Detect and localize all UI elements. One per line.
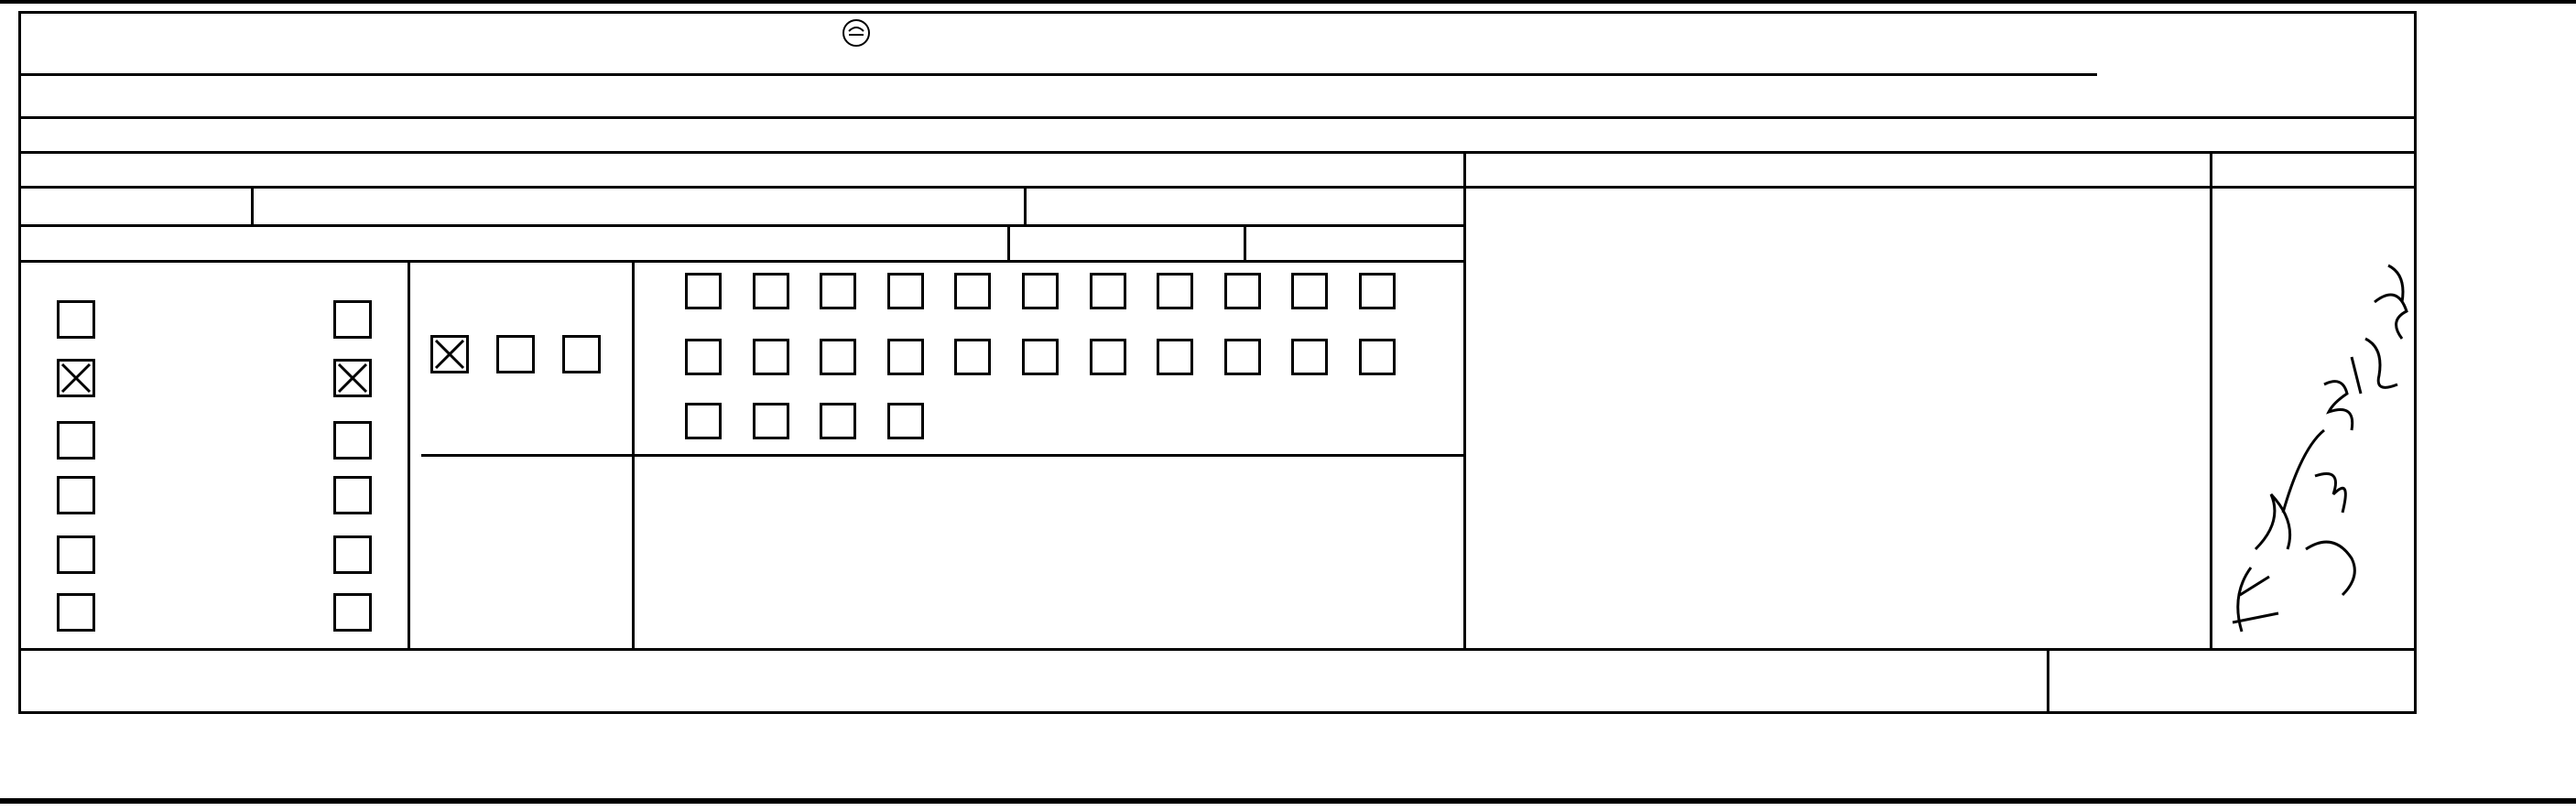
observaciones-left-border: [2210, 151, 2212, 650]
status-v1-checkbox[interactable]: [57, 476, 95, 514]
status-v1-checkbox[interactable]: [57, 593, 95, 632]
day-box[interactable]: [887, 339, 924, 375]
day-box[interactable]: [753, 339, 789, 375]
day-box[interactable]: [1157, 273, 1193, 309]
day-box[interactable]: [887, 273, 924, 309]
row-line-2: [18, 151, 2417, 154]
status-v1-checkbox[interactable]: [57, 300, 95, 339]
day-box[interactable]: [1291, 339, 1328, 375]
footer-top-line: [18, 648, 2417, 651]
certipostal-logo: [829, 16, 884, 62]
day-box[interactable]: [753, 273, 789, 309]
status-v1-checkbox[interactable]: [57, 535, 95, 574]
day-box[interactable]: [1090, 273, 1126, 309]
side-notice: [2422, 92, 2569, 659]
day-box[interactable]: [820, 339, 856, 375]
day-box[interactable]: [1359, 273, 1396, 309]
handwritten-signature: [2214, 247, 2416, 650]
recipient-signature: [2214, 247, 2416, 650]
day-box[interactable]: [887, 403, 924, 439]
barcode: [1502, 16, 2408, 68]
status-v1-checkbox[interactable]: [57, 359, 95, 397]
row-line-3: [18, 186, 2417, 189]
day-box[interactable]: [820, 403, 856, 439]
status-v2-checkbox[interactable]: [333, 535, 372, 574]
x-mark-icon: [60, 362, 92, 395]
header-divider: [18, 73, 2097, 76]
guia-footer-divider: [2047, 648, 2049, 714]
bottom-rule: [0, 798, 2576, 804]
month-checkbox[interactable]: [496, 335, 535, 373]
row-line-1: [18, 116, 2417, 119]
day-box[interactable]: [685, 339, 722, 375]
month-checkbox[interactable]: [430, 335, 469, 373]
month-checkbox[interactable]: [562, 335, 601, 373]
status-v2-checkbox[interactable]: [333, 593, 372, 632]
status-v2-checkbox[interactable]: [333, 300, 372, 339]
visit-divider: [632, 260, 635, 648]
row-line-5: [18, 260, 1465, 263]
day-box[interactable]: [1224, 273, 1261, 309]
day-box[interactable]: [1359, 339, 1396, 375]
admision-row: [1033, 189, 1042, 220]
status-divider: [408, 260, 410, 648]
top-rule: [0, 0, 2576, 4]
status-v2-checkbox[interactable]: [333, 476, 372, 514]
day-box[interactable]: [1291, 273, 1328, 309]
day-box[interactable]: [954, 339, 991, 375]
day-box[interactable]: [685, 273, 722, 309]
day-box[interactable]: [954, 273, 991, 309]
status-v2-checkbox[interactable]: [333, 421, 372, 460]
id-divider: [1007, 224, 1010, 260]
x-mark-icon: [433, 338, 466, 371]
tel-divider: [1244, 224, 1246, 260]
day-box[interactable]: [1157, 339, 1193, 375]
day-box[interactable]: [685, 403, 722, 439]
row-line-4: [18, 224, 1465, 227]
firma-left-border: [1463, 151, 1466, 650]
status-v2-checkbox[interactable]: [333, 359, 372, 397]
certipostal-logo-icon: [829, 16, 884, 62]
day-box[interactable]: [1224, 339, 1261, 375]
status-v1-checkbox[interactable]: [57, 421, 95, 460]
x-mark-icon: [336, 362, 369, 395]
day-box[interactable]: [1022, 273, 1059, 309]
documento-row: [260, 189, 273, 220]
day-box[interactable]: [1022, 339, 1059, 375]
day-box[interactable]: [1090, 339, 1126, 375]
admision-divider: [1024, 186, 1027, 224]
day-box[interactable]: [820, 273, 856, 309]
row-line-6: [421, 454, 1465, 457]
day-box[interactable]: [753, 403, 789, 439]
placa-divider: [251, 186, 254, 224]
